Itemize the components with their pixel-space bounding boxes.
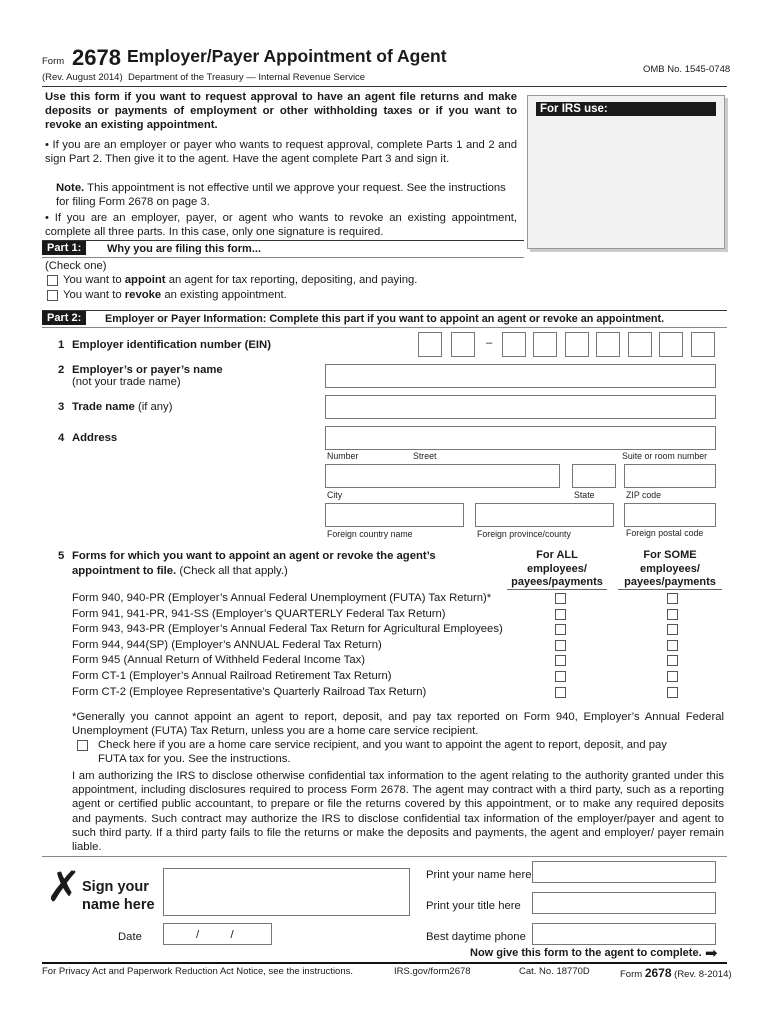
- phone-field[interactable]: [532, 923, 716, 945]
- footer-form-number: 2678: [644, 966, 672, 980]
- appoint-checkbox[interactable]: [47, 275, 58, 286]
- intro-lead: Use this form if you want to request approval to have an agent file returns and make deposits or payments of employment or other withholding taxes or if you want to revoke an existing appointment.: [45, 91, 517, 132]
- part2-bottom-rule: [42, 327, 727, 328]
- trade-name-label: [72, 400, 172, 414]
- footer-form-id: [620, 966, 732, 980]
- omb-number: OMB No. 1545-0748: [643, 64, 731, 75]
- line4-number: 4: [58, 432, 65, 444]
- all-payees-checkbox[interactable]: [555, 624, 566, 635]
- appoint-option-label: [63, 273, 417, 287]
- ein-digit-1[interactable]: [418, 332, 442, 357]
- page-title: Employer/Payer Appointment of Agent: [127, 46, 447, 66]
- foreign-postal-caption: Foreign postal code: [626, 528, 704, 538]
- all-payees-checkbox[interactable]: [555, 593, 566, 604]
- part1-bottom-rule: [42, 257, 524, 258]
- ein-digit-6[interactable]: [596, 332, 620, 357]
- form-row-label: Form CT-2 (Employee Representative’s Quarterly Railroad Tax Return): [72, 685, 427, 698]
- some-payees-checkbox[interactable]: [667, 671, 678, 682]
- foreign-postal-field[interactable]: [624, 503, 716, 527]
- city-field[interactable]: [325, 464, 560, 488]
- all-payees-checkbox[interactable]: [555, 609, 566, 620]
- print-title-field[interactable]: [532, 892, 716, 914]
- col-some-rule: [618, 589, 722, 590]
- form-row-label: Form 941, 941-PR, 941-SS (Employer’s QUARTERLY Federal Tax Return): [72, 607, 446, 620]
- privacy-notice: For Privacy Act and Paperwork Reduction Act Notice, see the instructions.: [42, 966, 354, 977]
- header-divider: [42, 86, 727, 87]
- form-row-label: Form 945 (Annual Return of Withheld Federal Income Tax): [72, 654, 366, 667]
- intro-bullet-revoke: • If you are an employer, payer, or agent who wants to revoke an existing appointment, complete all three parts. In this case, only one signature is required.: [45, 212, 517, 239]
- employer-name-field[interactable]: [325, 364, 716, 388]
- home-care-checkbox[interactable]: [77, 740, 88, 751]
- form-row-label: Form 944, 944(SP) (Employer’s ANNUAL Federal Tax Return): [72, 638, 382, 651]
- note-label: Note.: [56, 182, 85, 194]
- some-payees-checkbox[interactable]: [667, 609, 678, 620]
- revoke-pre: You want to: [63, 289, 125, 301]
- footer-revision: (Rev. 8-2014): [674, 969, 732, 980]
- form-row-label: Form 943, 943-PR (Employer’s Annual Federal Tax Return for Agricultural Employees): [72, 623, 503, 636]
- form-row-label: Form CT-1 (Employer’s Annual Railroad Retirement Tax Return): [72, 670, 392, 682]
- street-caption: Street: [413, 451, 437, 461]
- ein-label: Employer identification number (EIN): [72, 339, 271, 351]
- forms-sub-bold: appointment to file.: [72, 565, 177, 577]
- next-step-text: Now give this form to the agent to complete.: [470, 947, 702, 959]
- some-payees-checkbox[interactable]: [667, 640, 678, 651]
- home-care-label: Check here if you are a home care service recipient, and you want to appoint the agent to report, deposit, and pay FUTA tax for you. See the instructions.: [98, 739, 667, 766]
- line5-number: 5: [58, 550, 65, 562]
- note-text: This appointment is not effective until we approve your request. See the instructions for filing Form 2678 on page 3.: [56, 182, 506, 209]
- arrow-right-icon: ➡: [705, 944, 718, 962]
- ein-dash: –: [486, 337, 493, 349]
- employer-name-sublabel: (not your trade name): [72, 376, 181, 388]
- all-payees-checkbox[interactable]: [555, 640, 566, 651]
- appoint-pre: You want to: [63, 274, 125, 286]
- ein-digit-7[interactable]: [628, 332, 652, 357]
- forms-sublabel: [72, 564, 288, 578]
- sign-here-mark-icon: ✗: [46, 862, 82, 911]
- suite-caption: Suite or room number: [622, 451, 708, 461]
- zip-caption: ZIP code: [626, 490, 662, 500]
- foreign-country-caption: Foreign country name: [327, 529, 413, 539]
- foreign-province-caption: Foreign province/county: [477, 529, 571, 539]
- trade-name-bold: Trade name: [72, 401, 135, 413]
- some-payees-checkbox[interactable]: [667, 624, 678, 635]
- col-some-header: For SOME employees/ payees/payments: [624, 549, 716, 588]
- revision-date: (Rev. August 2014): [42, 72, 123, 83]
- date-label: Date: [118, 931, 142, 943]
- department: Department of the Treasury — Internal Revenue Service: [128, 72, 366, 83]
- some-payees-checkbox[interactable]: [667, 687, 678, 698]
- trade-name-field[interactable]: [325, 395, 716, 419]
- intro-note: [56, 181, 518, 209]
- date-field[interactable]: [163, 923, 272, 945]
- catalog-number: Cat. No. 18770D: [519, 966, 590, 977]
- print-name-field[interactable]: [532, 861, 716, 883]
- all-payees-checkbox[interactable]: [555, 687, 566, 698]
- forms-label: Forms for which you want to appoint an agent or revoke the agent’s: [72, 550, 436, 562]
- ein-digit-9[interactable]: [691, 332, 715, 357]
- revoke-bold: revoke: [124, 289, 162, 301]
- forms-sub-hint: (Check all that apply.): [176, 565, 288, 577]
- date-slashes: / /: [196, 929, 234, 941]
- part2-divider: [42, 310, 727, 311]
- number-caption: Number: [327, 451, 359, 461]
- line3-number: 3: [58, 401, 65, 413]
- footer-form-word: Form: [620, 969, 643, 980]
- signature-field[interactable]: [163, 868, 410, 916]
- col-all-header: For ALL employees/ payees/payments: [511, 549, 603, 588]
- appoint-bold: appoint: [124, 274, 166, 286]
- address-label: Address: [72, 432, 118, 444]
- check-one-label: (Check one): [45, 260, 107, 272]
- form-number: 2678: [72, 45, 121, 70]
- sign-label-line1: Sign your: [82, 879, 149, 895]
- phone-label: Best daytime phone: [426, 931, 526, 943]
- revoke-post: an existing appointment.: [161, 289, 287, 301]
- appoint-post: an agent for tax reporting, depositing, and paying.: [165, 274, 418, 286]
- irs-use-box: [527, 95, 725, 249]
- authorization-statement: I am authorizing the IRS to disclose otherwise confidential tax information to the agent relating to the authority granted under this appointment, including disclosures required to process Form 2678. The agent may contract with a third party, such as a reporting agent or certified public accountant, to prepare or file the returns covered by this appointment, or to make any required deposits and payments. Such contract may authorize the IRS to disclose confidential tax information of the employer/payer and agent to such third party. If a third party fails to file the returns or make the deposits and payments, the agent and employer/ payer remain liable.: [72, 770, 724, 854]
- form-label: Form: [42, 56, 65, 67]
- street-address-field[interactable]: [325, 426, 716, 450]
- futa-footnote: *Generally you cannot appoint an agent to report, deposit, and pay tax reported on Form 940, Employer’s Annual Federal Unemployment (FUTA) Tax Return, unless you are a home care service recipient.: [72, 711, 724, 738]
- trade-name-sub: (if any): [137, 401, 173, 413]
- part1-label: Part 1:: [42, 241, 86, 255]
- foreign-country-field[interactable]: [325, 503, 464, 527]
- sign-label-line2: name here: [82, 897, 155, 913]
- revoke-checkbox[interactable]: [47, 290, 58, 301]
- part1-divider: [42, 240, 524, 241]
- line1-number: 1: [58, 339, 65, 351]
- city-caption: City: [327, 490, 343, 500]
- ein-digit-3[interactable]: [502, 332, 526, 357]
- sign-divider: [42, 856, 727, 857]
- print-title-label: Print your title here: [426, 900, 521, 912]
- line2-number: 2: [58, 364, 65, 376]
- foreign-province-field[interactable]: [475, 503, 614, 527]
- some-payees-checkbox[interactable]: [667, 655, 678, 666]
- all-payees-checkbox[interactable]: [555, 655, 566, 666]
- irs-url: IRS.gov/form2678: [394, 966, 471, 977]
- employer-name-label: Employer’s or payer’s name: [72, 364, 223, 376]
- irs-use-label: For IRS use:: [536, 102, 716, 116]
- print-name-label: Print your name here: [426, 869, 532, 881]
- form-row-label: Form 940, 940-PR (Employer’s Annual Federal Unemployment (FUTA) Tax Return)*: [72, 592, 492, 604]
- all-payees-checkbox[interactable]: [555, 671, 566, 682]
- part2-label: Part 2:: [42, 311, 86, 325]
- state-caption: State: [574, 490, 595, 500]
- intro-bullet-approval: • If you are an employer or payer who wants to request approval, complete Parts 1 and 2 and sign Part 2. Then give it to the agent. Have the agent complete Part 3 and sign it.: [45, 139, 517, 166]
- footer-rule: [42, 962, 727, 964]
- ein-digit-8[interactable]: [659, 332, 683, 357]
- ein-digit-2[interactable]: [451, 332, 475, 357]
- zip-field[interactable]: [624, 464, 716, 488]
- col-all-rule: [507, 589, 607, 590]
- state-field[interactable]: [572, 464, 616, 488]
- ein-digit-4[interactable]: [533, 332, 557, 357]
- part2-title: Employer or Payer Information: Complete this part if you want to appoint an agent or revoke an appointment.: [105, 313, 665, 325]
- some-payees-checkbox[interactable]: [667, 593, 678, 604]
- revoke-option-label: [63, 288, 287, 302]
- ein-digit-5[interactable]: [565, 332, 589, 357]
- part1-title: Why you are filing this form...: [107, 243, 262, 255]
